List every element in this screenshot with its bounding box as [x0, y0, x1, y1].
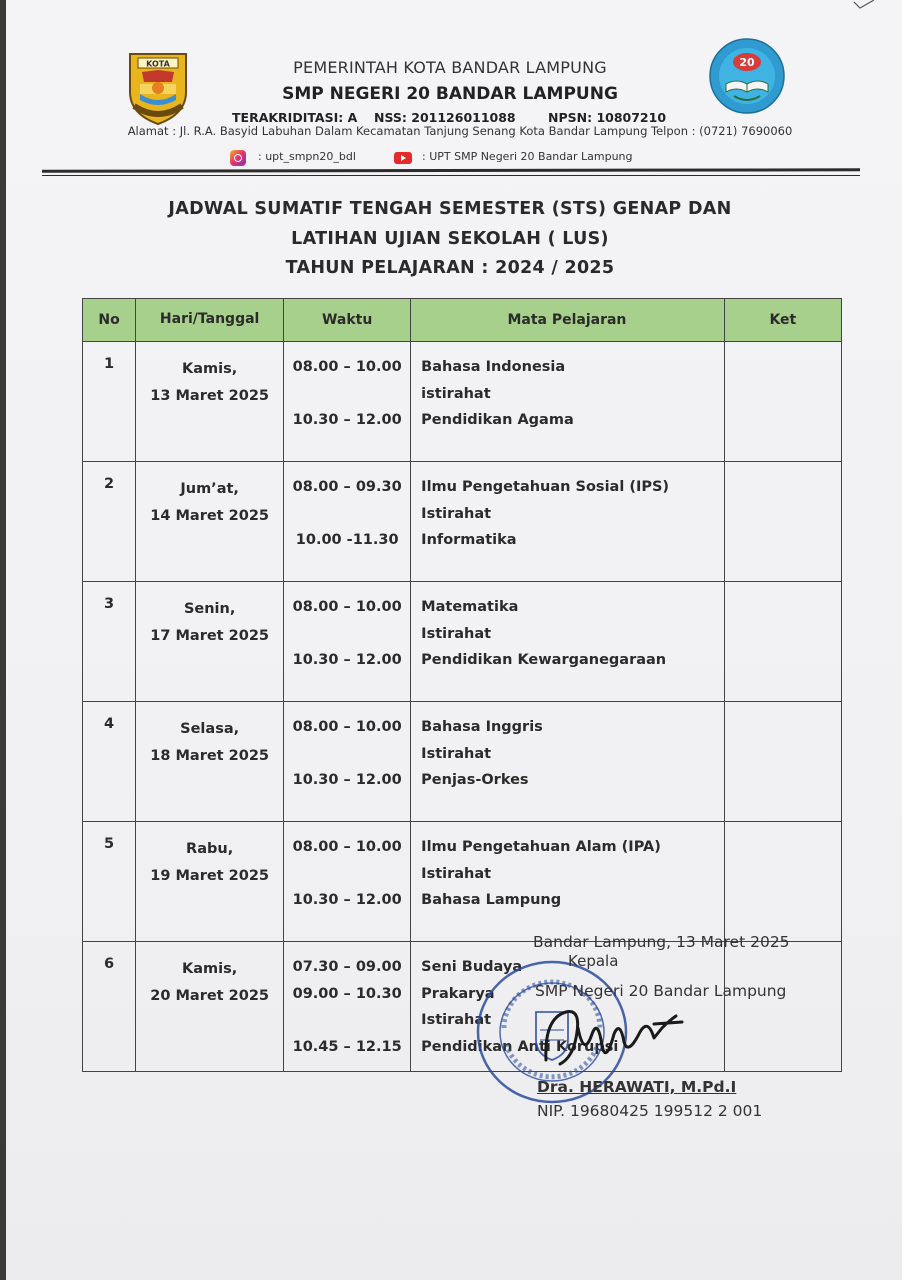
time-slot [285, 434, 409, 461]
logo-right-text: 20 [739, 56, 755, 69]
time-slot [285, 794, 409, 821]
day-name: Kamis, [182, 961, 238, 977]
exam-date: 18 Maret 2025 [150, 748, 270, 764]
subject-name: Istirahat [421, 625, 492, 642]
document-title-line-1: JADWAL SUMATIF TENGAH SEMESTER (STS) GENAP DAN [168, 199, 732, 219]
city-logo-icon [118, 48, 198, 126]
cell-time [284, 702, 411, 822]
exam-date: 17 Maret 2025 [150, 628, 270, 644]
time-slot: 10.00 -11.30 [295, 532, 399, 548]
cell-day-date [136, 702, 284, 822]
subject-name: Matematika [421, 599, 519, 615]
header-day-date: Hari/Tanggal [136, 299, 284, 342]
day-name: Jum’at, [180, 481, 239, 497]
subject-name [421, 794, 723, 821]
time-slot [285, 674, 409, 701]
exam-date: 20 Maret 2025 [150, 988, 270, 1004]
subject-name: Istirahat [421, 1012, 492, 1028]
day-name: Senin, [183, 601, 236, 617]
time-slot: 09.00 – 10.30 [292, 985, 402, 1002]
exam-date: 19 Maret 2025 [150, 868, 270, 884]
cell-no: 5 [83, 822, 136, 942]
time-slot: 08.00 – 10.00 [292, 359, 402, 375]
youtube-icon [394, 152, 412, 164]
subject-name: Penjas-Orkes [421, 772, 529, 788]
table-row [83, 822, 842, 942]
cell-subject [411, 822, 725, 942]
cell-notes [724, 342, 841, 462]
document-title-line-3: TAHUN PELAJARAN : 2024 / 2025 [285, 258, 615, 278]
time-slot [285, 554, 409, 581]
time-slot: 08.00 – 10.00 [292, 839, 402, 855]
time-slot: 10.45 – 12.15 [292, 1038, 402, 1055]
table-header-row [83, 299, 842, 342]
subject-name: Bahasa Inggris [421, 719, 543, 735]
cell-no: 4 [83, 702, 136, 822]
cell-time [284, 582, 411, 702]
table-row [83, 582, 842, 702]
subject-name: istirahat [421, 385, 491, 402]
accreditation: TERAKRIDITASI: A [232, 110, 358, 125]
cell-day-date [136, 462, 284, 582]
time-slot [285, 1007, 409, 1034]
subject-name [421, 554, 723, 581]
cell-subject [411, 462, 725, 582]
time-slot: 10.30 – 12.00 [292, 892, 402, 908]
table-row [83, 462, 842, 582]
cell-no: 2 [83, 462, 136, 582]
cell-subject [411, 582, 725, 702]
school-address: Alamat : Jl. R.A. Basyid Labuhan Dalam Kecamatan Tanjung Senang Kota Bandar Lampung Telpon : (0721) 7690060 [127, 124, 793, 138]
subject-name: Istirahat [421, 745, 492, 762]
table-row [83, 942, 842, 1072]
subject-name: Pendidikan Anti Korupsi [421, 1038, 619, 1055]
subject-name [421, 674, 723, 701]
cell-time [284, 342, 411, 462]
nss-number: NSS: 201126011088 [374, 110, 516, 125]
time-slot [285, 381, 409, 408]
signatory-name: Dra. HERAWATI, M.Pd.I [537, 1078, 737, 1096]
header-time: Waktu [284, 299, 411, 342]
subject-name: Prakarya [421, 985, 495, 1002]
subject-name: Ilmu Pengetahuan Sosial (IPS) [421, 479, 670, 495]
table-row [83, 702, 842, 822]
cell-notes [724, 462, 841, 582]
instagram-icon [230, 150, 246, 166]
exam-date: 13 Maret 2025 [150, 388, 270, 404]
subject-name: Bahasa Indonesia [421, 359, 566, 375]
subject-name: Istirahat [421, 865, 492, 882]
time-slot: 10.30 – 12.00 [292, 772, 402, 788]
subject-name: Ilmu Pengetahuan Alam (IPA) [421, 839, 661, 855]
subject-name: Seni Budaya [421, 959, 523, 975]
school-logo-icon [704, 38, 790, 116]
table-row [83, 342, 842, 462]
header-no: No [83, 299, 136, 342]
cell-notes [724, 942, 841, 1072]
subject-name: Pendidikan Kewarganegaraan [421, 652, 667, 668]
signature-role: Kepala [568, 952, 619, 970]
subject-name: Bahasa Lampung [421, 892, 562, 908]
logo-left-text: KOTA [146, 59, 170, 69]
header-subject: Mata Pelajaran [411, 299, 725, 342]
signatory-nip: NIP. 19680425 199512 2 001 [537, 1102, 763, 1120]
time-slot: 07.30 – 09.00 [292, 959, 402, 975]
npsn-number: NPSN: 10807210 [548, 110, 667, 125]
subject-name [421, 434, 723, 461]
youtube-channel: : UPT SMP Negeri 20 Bandar Lampung [422, 150, 633, 163]
cell-notes [724, 702, 841, 822]
time-slot [285, 861, 409, 888]
exam-schedule-table [82, 298, 842, 1072]
cell-day-date [136, 582, 284, 702]
subject-name: Informatika [421, 532, 517, 548]
day-name: Selasa, [180, 721, 240, 737]
cell-subject [411, 702, 725, 822]
time-slot: 10.30 – 12.00 [292, 652, 402, 668]
time-slot: 08.00 – 09.30 [292, 479, 402, 495]
time-slot [285, 741, 409, 768]
header-notes: Ket [724, 299, 841, 342]
cell-day-date [136, 942, 284, 1072]
cell-time [284, 462, 411, 582]
cell-notes [724, 822, 841, 942]
time-slot: 08.00 – 10.00 [292, 719, 402, 735]
pen-mark-icon [852, 0, 876, 10]
exam-date: 14 Maret 2025 [150, 508, 270, 524]
cell-time [284, 822, 411, 942]
signature-place-date: Bandar Lampung, 13 Maret 2025 [533, 933, 790, 951]
document-title-line-2: LATIHAN UJIAN SEKOLAH ( LUS) [291, 229, 609, 249]
school-name: SMP NEGERI 20 BANDAR LAMPUNG [282, 84, 618, 104]
time-slot [285, 501, 409, 528]
subject-name: Pendidikan Agama [421, 412, 574, 428]
subject-name: Istirahat [421, 505, 492, 522]
cell-no: 1 [83, 342, 136, 462]
government-name: PEMERINTAH KOTA BANDAR LAMPUNG [293, 58, 607, 77]
cell-no: 3 [83, 582, 136, 702]
time-slot [285, 621, 409, 648]
header-divider-thin [42, 175, 860, 176]
day-name: Kamis, [182, 361, 238, 377]
time-slot [285, 914, 409, 941]
day-name: Rabu, [186, 841, 234, 857]
cell-time [284, 942, 411, 1072]
signature-institution: SMP Negeri 20 Bandar Lampung [535, 982, 787, 1000]
cell-day-date [136, 342, 284, 462]
cell-subject [411, 342, 725, 462]
cell-no: 6 [83, 942, 136, 1072]
cell-notes [724, 582, 841, 702]
time-slot: 10.30 – 12.00 [292, 412, 402, 428]
cell-day-date [136, 822, 284, 942]
time-slot: 08.00 – 10.00 [292, 599, 402, 615]
handwritten-signature-icon [536, 998, 706, 1078]
instagram-handle: : upt_smpn20_bdl [258, 150, 356, 163]
